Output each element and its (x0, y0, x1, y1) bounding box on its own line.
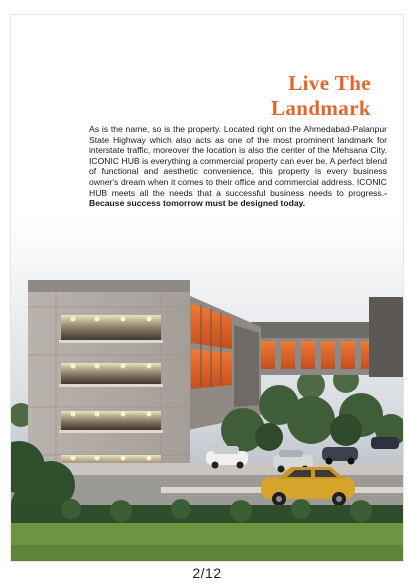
page-frame (11, 15, 403, 561)
building-render-image (11, 215, 403, 561)
description-paragraph (89, 124, 387, 209)
title-line-2: Landmark (270, 96, 371, 120)
page-title (271, 71, 371, 121)
page-number: 2/12 (192, 565, 222, 581)
description-emphasis: - Because success tomorrow must be designed today. (89, 187, 387, 209)
description-text: As is the name, so is the property. Located right on the Ahmedabad-Palanpur State Highway which also acts as one of the most prominent landmark for interstate traffic, moreover the location is also the center of the Mehsana City. ICONIC HUB is everything a commercial property can ever be. A perfect blend of functional and aesthetic convenience, this property is every business owner's dream when it comes to their office and commercial address. ICONIC HUB meets all the needs that a successful business needs to progress. (89, 124, 387, 198)
title-line-1: Live The (288, 71, 371, 95)
